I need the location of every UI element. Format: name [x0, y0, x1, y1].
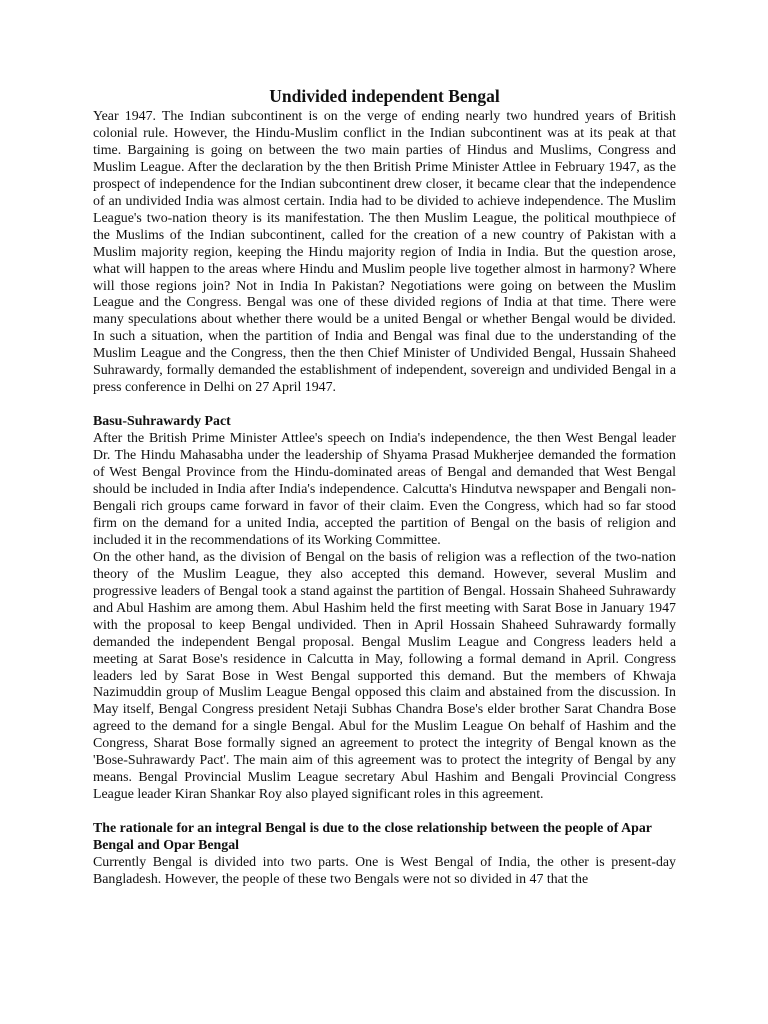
document-title: Undivided independent Bengal	[269, 86, 500, 106]
pact-paragraph-1: After the British Prime Minister Attlee's speech on India's independence, the then West Bengal leader Dr. The Hindu Mahasabha under the leadership of Shyama Prasad Mukherjee demanded the formation of West Bengal Province from the Hindu-dominated areas of Bengal and demanded that West Bengal should be included in India after India's independence. Calcutta's Hindutva newspaper and Bengali non-Bengali rich groups came forward in favor of their claim. Even the Congress, which had so far stood firm on the demand for a united India, accepted the partition of Bengal on the basis of religion and included it in the recommendations of its Working Committee.	[93, 431, 676, 548]
section-spacer	[93, 804, 676, 821]
rationale-paragraph-1: Currently Bengal is divided into two parts. One is West Bengal of India, the other is present-day Bangladesh. However, the people of these two Bengals were not so divided in 47 that the	[93, 855, 676, 887]
pact-paragraph-2: On the other hand, as the division of Bengal on the basis of religion was a reflection of the two-nation theory of the Muslim League, they also accepted this demand. However, several Muslim and progressive leaders of Bengal took a stand against the partition of Bengal. Hossain Shaheed Suhrawardy and Abul Hashim are among them. Abul Hashim held the first meeting with Sarat Bose in January 1947 with the proposal to keep Bengal undivided. Then in April Hossain Shaheed Suhrawardy formally demanded the independent Bengal proposal. Bengal Muslim League and Congress leaders held a meeting at Sarat Bose's residence in Calcutta in May, following a formal demand in April. Congress leaders led by Sarat Bose in West Bengal supported this demand. But the members of Khwaja Nazimuddin group of Muslim League Bengal opposed this claim and abstained from the discussion. In May itself, Bengal Congress president Netaji Subhas Chandra Bose's elder brother Sarat Chandra Bose agreed to the demand for a single Bengal. Abul for the Muslim League On behalf of Hashim and the Congress, Sharat Bose formally signed an agreement to protect the integrity of Bengal known as the 'Bose-Suhrawardy Pact'. The main aim of this agreement was to protect the integrity of Bengal by any means. Bengal Provincial Muslim League secretary Abul Hashim and Bengali Provincial Congress League leader Kiran Shankar Roy also played significant roles in this agreement.	[93, 549, 676, 803]
section-spacer	[93, 397, 676, 414]
document-page	[93, 86, 676, 889]
section-heading-rationale: The rationale for an integral Bengal is due to the close relationship between the people of Apar Bengal and Opar Bengal	[93, 821, 652, 854]
intro-paragraph: Year 1947. The Indian subcontinent is on the verge of ending nearly two hundred years of British colonial rule. However, the Hindu-Muslim conflict in the Indian subcontinent was at its peak at that time. Bargaining is going on between the two main parties of Hindus and Muslims, Congress and Muslim League. After the declaration by the then British Prime Minister Attlee in February 1947, as the prospect of independence for the Indian subcontinent drew closer, it became clear that the independence of an undivided India was almost certain. India had to be divided to achieve independence. The Muslim League's two-nation theory is its manifestation. The then Muslim League, the political mouthpiece of the Muslims of the Indian subcontinent, called for the creation of a new country of Pakistan with a Muslim majority region, keeping the Hindu majority region of India in India. But the question arose, what will happen to the areas where Hindu and Muslim people live together almost in harmony? Where will those regions join? Not in India In Pakistan? Negotiations were going on between the Muslim League and the Congress. Bengal was one of these divided regions of India at that time. There were many speculations about whether there would be a united Bengal or whether Bengal would be divided. In such a situation, when the partition of India and Bengal was final due to the understanding of the Muslim League and the Congress, then the then Chief Minister of Undivided Bengal, Hussain Shaheed Suhrawardy, formally demanded the establishment of independent, sovereign and undivided Bengal in a press conference in Delhi on 27 April 1947.	[93, 109, 676, 396]
section-heading-pact: Basu-Suhrawardy Pact	[93, 414, 231, 430]
